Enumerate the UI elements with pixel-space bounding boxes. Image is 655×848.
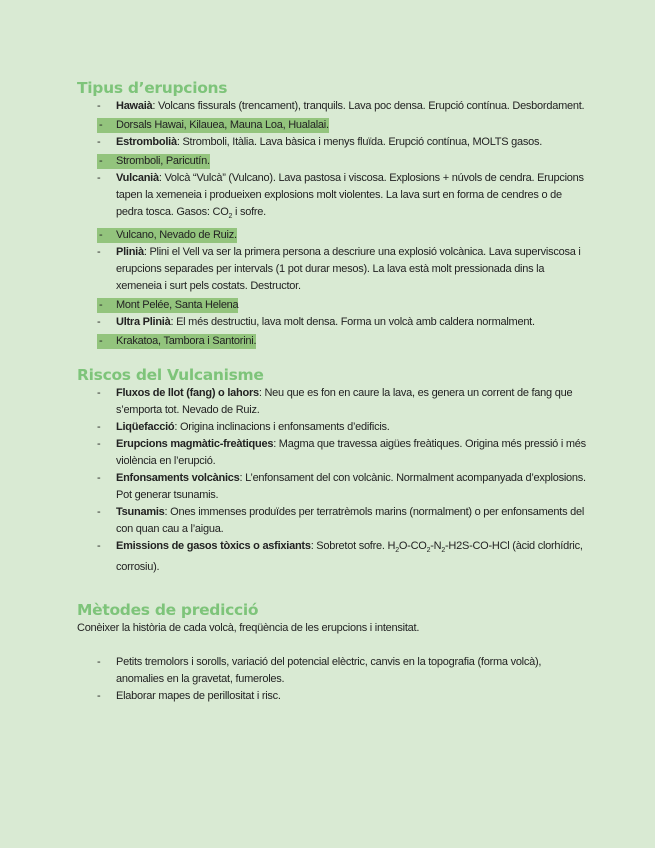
term: Erupcions magmàtic-freàtiques — [116, 438, 274, 451]
definition: : Sobretot sofre. H — [310, 540, 396, 553]
list-item — [77, 419, 586, 436]
example-highlight: - Krakatoa, Tambora i Santorini. — [97, 334, 256, 349]
term: Fluxos de llot (fang) o lahors — [116, 387, 259, 400]
term: Enfonsaments volcànics — [116, 472, 240, 485]
term: Tsunamis — [116, 506, 165, 519]
term: Liqüefacció — [116, 421, 175, 434]
section-title-eruptions: Tipus d’erupcions — [77, 79, 228, 97]
list-item — [77, 314, 586, 331]
definition: : Magma que travessa aigües freàtiques. Origina més pressió i més violència en l’erupció. — [116, 438, 586, 468]
list-item: - Elaborar mapes de perillositat i risc. — [77, 688, 586, 705]
term-plinian: Plinià — [116, 246, 144, 259]
list-item — [77, 170, 586, 225]
definition: : Neu que es fon en caure la lava, es genera un corrent de fang que s’emporta tot. Nevado de Ruiz. — [116, 387, 573, 417]
list-item — [77, 385, 586, 419]
list-item — [77, 470, 586, 504]
definition-part: -H2S-CO-HCl (àcid clorhídric, corrosiu). — [116, 540, 583, 574]
definition: : Stromboli, Itàlia. Lava bàsica i menys fluïda. Erupció contínua, MOLTS gasos. — [176, 136, 543, 148]
subscript: 2 — [395, 547, 399, 555]
risks-list — [77, 385, 625, 576]
term-strombolian: Estrombolià — [116, 136, 177, 148]
definition: : Ones immenses produïdes per terratrèmols marins (normalment) o per enfonsaments del con quan cau a l’aigua. — [116, 506, 585, 536]
term-vulcanian: Vulcanià — [116, 172, 159, 184]
subscript: 2 — [228, 213, 233, 221]
list-item — [77, 436, 586, 470]
example-highlight: - Dorsals Hawai, Kilauea, Mauna Loa, Hualalai. — [97, 118, 329, 133]
definition: : Volcans fissurals (trencament), tranquils. Lava poc densa. Erupció contínua. Desbordament. — [152, 100, 585, 112]
list-item — [77, 134, 586, 151]
definition-part: -N — [430, 540, 442, 553]
example-highlight: - Mont Pelée, Santa Helena — [97, 298, 238, 313]
section-title-prediction: Mètodes de predicció — [77, 601, 259, 620]
prediction-list — [77, 654, 625, 705]
list-item — [77, 244, 586, 295]
subscript: 2 — [441, 547, 446, 555]
definition: : Volcà “Vulcà” (Vulcano). Lava pastosa i viscosa. Explosions + núvols de cendra. Erupcions tapen la xemeneia i produeixen explosions molt violentes. La lava surt en forma de cendres o de pedra tosca. Gasos: CO — [116, 172, 584, 218]
eruption-types-list — [77, 98, 625, 350]
list-item: - Petits tremolors i sorolls, variació del potencial elèctric, canvis en la topografia (forma volcà), anomalies en la gravetat, fumeroles. — [77, 654, 586, 688]
term-hawaian: Hawaià — [116, 100, 153, 112]
intro-paragraph: Conèixer la història de cada volcà, freqüència de les erupcions i intensitat. — [77, 622, 420, 635]
definition: : El més destructiu, lava molt densa. Forma un volcà amb caldera normalment. — [170, 316, 535, 329]
list-item — [77, 538, 586, 576]
subscript: 2 — [426, 547, 431, 555]
section-title-risks: Riscos del Vulcanisme — [77, 366, 264, 385]
definition-end: i sofre. — [232, 206, 266, 218]
term-ultra-plinian: Ultra Plinià — [116, 316, 171, 329]
example-highlight: - Stromboli, Paricutín. — [97, 154, 210, 169]
definition: : Plini el Vell va ser la primera persona a descriure una explosió volcànica. Lava superviscosa i erupcions separades per intervals (1 pot durar mesos). La lava està molt pressionada dins la xemeneia i surt pels costats. Destructor. — [116, 246, 581, 293]
definition-part: O-CO — [398, 540, 427, 553]
list-item — [77, 504, 586, 538]
definition: : L’enfonsament del con volcànic. Normalment acompanyada d’explosions. Pot generar tsunamis. — [116, 472, 586, 502]
example-highlight: - Vulcano, Nevado de Ruiz. — [97, 228, 237, 243]
term: Emissions de gasos tòxics o asfixiants — [116, 540, 311, 553]
definition: : Origina inclinacions i enfonsaments d’edificis. — [174, 421, 390, 434]
list-item — [77, 98, 586, 115]
